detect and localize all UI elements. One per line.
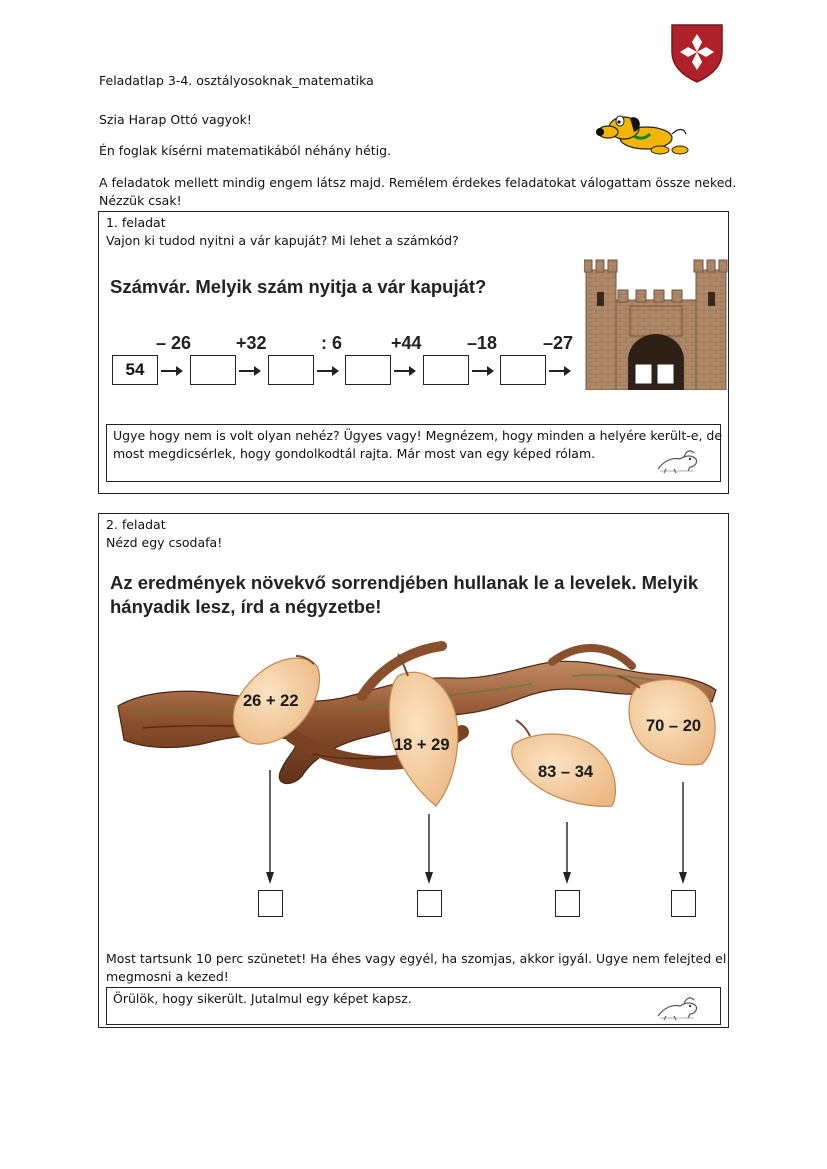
task-1-question: Vajon ki tudod nyitni a vár kapuját? Mi lehet a számkód? (106, 233, 459, 248)
order-box-2[interactable] (417, 890, 442, 917)
reward-text: Örülök, hogy sikerült. Jutalmul egy képet kapsz. (113, 991, 412, 1006)
dog-sketch-icon (654, 994, 700, 1022)
leaf-label-3: 83 – 34 (538, 763, 594, 781)
operation-2: +32 (236, 333, 267, 353)
worksheet-title: Feladatlap 3-4. osztályosoknak_matematika (99, 73, 374, 88)
task-1-feedback-line-1: Ugye hogy nem is volt olyan nehéz? Ügyes vagy! Megnézem, hogy minden a helyére került-e, de (113, 428, 723, 443)
order-box-4[interactable] (671, 890, 696, 917)
task-1-heading: Számvár. Melyik szám nyitja a vár kapuját? (110, 276, 487, 297)
maltese-cross-shield-icon (668, 22, 726, 84)
order-box-1[interactable] (258, 890, 283, 917)
intro-line-3: A feladatok mellett mindig engem látsz majd. Remélem érdekes feladatokat válogattam össze neked. (99, 175, 737, 190)
intro-line-2: Én foglak kísérni matematikából néhány hétig. (99, 143, 392, 158)
castle-icon (584, 258, 728, 390)
task-2-heading-line-2: hányadik lesz, írd a négyzetbe! (110, 596, 382, 617)
dog-sketch-icon (654, 447, 700, 475)
cartoon-dog-icon (594, 98, 690, 158)
leaf-label-4: 70 – 20 (646, 717, 702, 735)
leaf-label-1: 26 + 22 (243, 692, 299, 710)
break-note-line-1: Most tartsunk 10 perc szünetet! Ha éhes vagy egyél, ha szomjas, akkor igyál. Ugye nem felejted el (106, 951, 727, 966)
task-2-number: 2. feladat (106, 517, 166, 532)
operation-5: –18 (467, 333, 498, 353)
task-1-number: 1. feladat (106, 215, 166, 230)
task-2-heading-line-1: Az eredmények növekvő sorrendjében hullanak le a levelek. Melyik (110, 572, 699, 593)
intro-line-4: Nézzük csak! (99, 193, 182, 208)
task-2-subtitle: Nézd egy csodafa! (106, 535, 223, 550)
operation-3: : 6 (321, 333, 343, 353)
intro-greeting: Szia Harap Ottó vagyok! (99, 112, 252, 127)
operation-4: +44 (391, 333, 422, 353)
operation-6: –27 (543, 333, 574, 353)
task-1-feedback-line-2: most megdicsérlek, hogy gondolkodtál rajta. Már most van egy képed rólam. (113, 446, 596, 461)
operation-1: – 26 (156, 333, 192, 353)
arrow-down-icon (256, 768, 696, 888)
start-value-box: 54 (112, 355, 158, 385)
chain-arrows (156, 360, 580, 382)
leaf-label-2: 18 + 29 (394, 736, 450, 754)
break-note-line-2: megmosni a kezed! (106, 969, 229, 984)
order-box-3[interactable] (555, 890, 580, 917)
